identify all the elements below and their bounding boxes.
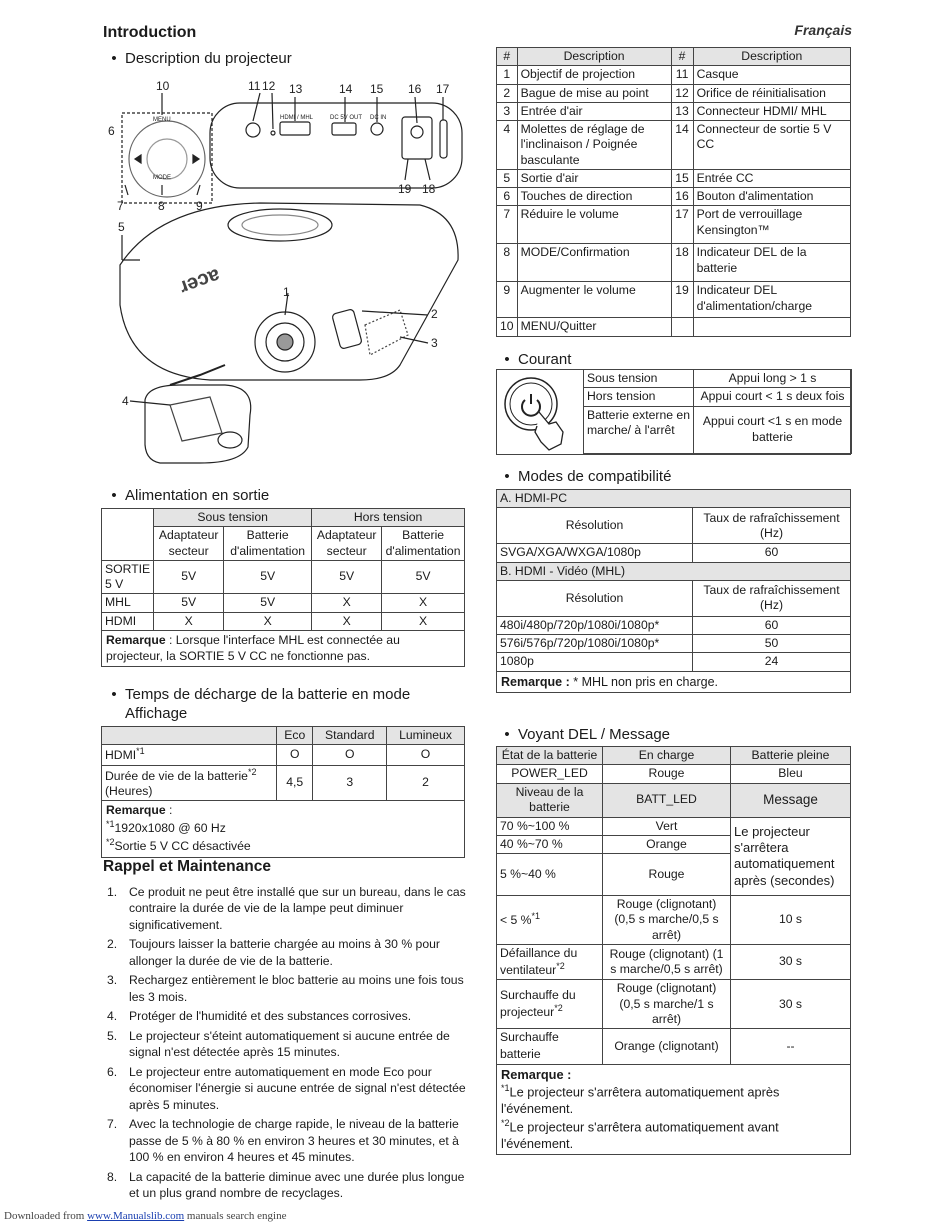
courant-box: [496, 369, 851, 455]
callout-8: 8: [158, 199, 165, 213]
table-row: MHL 5V 5V X X: [102, 594, 465, 612]
led-remark: Remarque : $^{*1}$Le projecteur s'arrêtera automatiquement après l'événement. $^{*2}$Le projecteur s'arrêtera automatiquement avant l'événement.: [496, 1065, 851, 1156]
col-desc: Description: [517, 48, 671, 66]
table-row: 70 %~100 % Vert Le projecteur s'arrêtera automatiquement après (secondes): [497, 817, 851, 835]
table-row: HDMI$^{*1}$ O O O: [102, 745, 465, 765]
compat-remark: Remarque : * MHL non pris en charge.: [496, 672, 851, 693]
description-table: [496, 47, 851, 337]
acer-logo: acer: [176, 263, 223, 299]
table-row: SVGA/XGA/WXGA/1080p 60: [497, 544, 851, 562]
section-b-label: B. HDMI - Vidéo (MHL): [497, 562, 851, 580]
callout-1: 1: [283, 285, 290, 299]
left-arrow-icon: [135, 155, 141, 163]
section-a-label: A. HDMI-PC: [497, 490, 851, 508]
table-row: 5 %~40 % Rouge: [497, 854, 851, 896]
callout-7: 7: [117, 199, 124, 213]
callout-14: 14: [339, 82, 353, 96]
page-title: Introduction: [103, 24, 197, 41]
table-row: Surchauffe du projecteur$^{*2}$ Rouge (clignotant) (0,5 s marche/1 s arrêt) 30 s: [497, 980, 851, 1029]
col-num: #: [497, 48, 518, 66]
hdmi-port-label: HDMI / MHL: [280, 115, 313, 121]
table-row: Surchauffe batterie Orange (clignotant) --: [497, 1029, 851, 1065]
list-item: 5. Le projecteur s'éteint automatiquement si aucune entrée de signal n'est détectée après 15 minutes.: [107, 1028, 450, 1060]
table-row: Hors tension Appui court < 1 s deux fois: [584, 388, 852, 406]
callout-3: 3: [431, 336, 438, 350]
list-item: 2. Toujours laisser la batterie chargée au moins à 30 % pour allonger la durée de vie de la batterie.: [107, 937, 440, 968]
alim-table: Sous tension Hors tension Adaptateur secteur Batterie d'alimentation Adaptateur secteur Batterie d'alimentation SORTIE 5 V 5V 5V 5V 5V MHL 5V 5V X X HDMI X X X X Remarque : Lorsque l'interface MHL est connectée au projecteur, la SORTIE 5 V CC ne fonctionne pas.: [101, 508, 465, 667]
menu-button-label: MENU: [153, 117, 171, 123]
table-row: 5 Sortie d'air 15 Entrée CC: [497, 169, 851, 187]
language-label: Français: [794, 22, 852, 38]
table-row: 2 Bague de mise au point 12 Orifice de réinitialisation: [497, 84, 851, 102]
headphone-port: [246, 123, 260, 137]
table-row: 576i/576p/720p/1080i/1080p* 50: [497, 635, 851, 653]
usb-port: [332, 123, 356, 135]
group-header-on: Sous tension: [154, 509, 312, 527]
led-table: État de la batterie En charge Batterie pleine POWER_LED Rouge Bleu Niveau de la batterie BATT_LED Message 70 %~100 % Vert Le projecteur s'arrêtera automatiquement après (secondes) 40 %~70 % Orange 5 %~40 % Rouge < 5 %$^{*1}$ Rouge (clignotant) (0,5 s marche/0,5 s arrêt) 10 s Défaillance du ventilateur$^{*2}$ Rouge (clignotant) (1 s marche/0,5 s arrêt) 30 s Surchauffe du projecteur$^{*2}$ Rouge (clignotant) (0,5 s marche/1 s arrêt) 30 s Surchauffe batterie Orange (clignotant) -- Remarque : $^{*1}$Le projecteur s'arrêtera automatiquement après l'événement. $^{*2}$Le projecteur s'arrêtera automatiquement avant l'événement.: [496, 746, 851, 1155]
power-button: [411, 126, 423, 138]
table-row: 9 Augmenter le volume 19 Indicateur DEL d'alimentation/charge: [497, 282, 851, 318]
list-item: 4. Protéger de l'humidité et des substances corrosives.: [107, 1009, 412, 1024]
alim-heading: • Alimentation en sortie: [111, 487, 270, 504]
table-row: 40 %~70 % Orange: [497, 835, 851, 853]
table-row: Sous tension Appui long > 1 s: [584, 370, 852, 388]
hdmi-port: [280, 122, 310, 135]
group-header-off: Hors tension: [312, 509, 465, 527]
dc-in-port: [371, 123, 383, 135]
decharge-table: Eco Standard Lumineux HDMI$^{*1}$ O O O Durée de vie de la batterie$^{*2}$ (Heures) 4,5 3 2 Remarque : $^{*1}$1920x1080 @ 60 Hz $^{*2}$Sortie 5 V CC désactivée: [101, 726, 465, 858]
maintenance-list: [103, 884, 468, 1204]
mode-button-label: MODE: [153, 175, 171, 181]
callout-19: 19: [398, 182, 412, 196]
maintenance-heading: Rappel et Maintenance: [103, 858, 271, 875]
courant-heading: • Courant: [504, 351, 572, 368]
table-row: Durée de vie de la batterie$^{*2}$ (Heures) 4,5 3 2: [102, 765, 465, 801]
manualslib-link[interactable]: www.Manualslib.com: [87, 1210, 185, 1222]
callout-16: 16: [408, 82, 422, 96]
col-num-2: #: [671, 48, 693, 66]
dc-in-label: DC IN: [370, 115, 387, 121]
table-row: Défaillance du ventilateur$^{*2}$ Rouge (clignotant) (1 s marche/0,5 s arrêt) 30 s: [497, 944, 851, 980]
callout-2: 2: [431, 307, 438, 321]
table-row: 7 Réduire le volume 17 Port de verrouillage Kensington™: [497, 206, 851, 244]
tilt-detail-frame: [145, 385, 251, 463]
auto-off-message: Le projecteur s'arrêtera automatiquement après (secondes): [731, 817, 851, 896]
table-row: 6 Touches de direction 16 Bouton d'alimentation: [497, 188, 851, 206]
decharge-heading: • Temps de décharge de la batterie en mode Affichage: [111, 686, 411, 722]
table-row: 8 MODE/Confirmation 18 Indicateur DEL de la batterie: [497, 244, 851, 282]
air-intake: [365, 310, 408, 355]
alim-remark: Remarque : Lorsque l'interface MHL est connectée au projecteur, la SORTIE 5 V CC ne fonctionne pas.: [101, 631, 465, 668]
callout-5: 5: [118, 220, 125, 234]
table-row: SORTIE 5 V 5V 5V 5V 5V: [102, 560, 465, 594]
description-heading: • Description du projecteur: [111, 50, 292, 67]
table-row: HDMI X X X X: [102, 612, 465, 630]
callout-15: 15: [370, 82, 384, 96]
callout-18: 18: [422, 182, 436, 196]
table-row: 480i/480p/720p/1080i/1080p* 60: [497, 616, 851, 634]
col-desc-2: Description: [693, 48, 850, 66]
table-row: 3 Entrée d'air 13 Connecteur HDMI/ MHL: [497, 102, 851, 120]
compat-heading: • Modes de compatibilité: [504, 468, 672, 485]
table-row: Batterie externe en marche/ à l'arrêt Appui court <1 s en mode batterie: [584, 406, 852, 453]
list-item: 6. Le projecteur entre automatiquement en mode Eco pour économiser l'énergie si aucune entrée de signal n'est détectée après 5 minutes.: [107, 1064, 466, 1112]
table-row: 1080p 24: [497, 653, 851, 671]
callout-9: 9: [196, 199, 203, 213]
callout-13: 13: [289, 82, 303, 96]
table-row: 4 Molettes de réglage de l'inclinaison / Poignée basculante 14 Connecteur de sortie 5 V CC: [497, 121, 851, 170]
table-row: 10 MENU/Quitter: [497, 318, 851, 336]
focus-ring: [332, 309, 363, 349]
callout-6: 6: [108, 124, 115, 138]
list-item: 1. Ce produit ne peut être installé que sur un bureau, dans le cas contraire la durée de vie de la lampe peut diminuer significativement.: [107, 885, 466, 932]
callout-12: 12: [262, 79, 276, 93]
power-press-icon: [501, 372, 579, 452]
right-arrow-icon: [193, 155, 199, 163]
callout-4: 4: [122, 394, 129, 408]
usb-port-label: DC 5V OUT: [330, 115, 363, 121]
footer: Downloaded from www.Manualslib.com manuals search engine: [4, 1210, 287, 1222]
callout-17: 17: [436, 82, 450, 96]
decharge-remark: Remarque : $^{*1}$1920x1080 @ 60 Hz $^{*2}$Sortie 5 V CC désactivée: [101, 801, 465, 858]
top-control-ring: [228, 209, 332, 241]
compat-table: A. HDMI-PC Résolution Taux de rafraîchissement (Hz) SVGA/XGA/WXGA/1080p 60 B. HDMI - Vidéo (MHL) Résolution Taux de rafraîchissement (Hz) 480i/480p/720p/1080i/1080p* 60 576i/576p/720p/1080i/1080p* 50 1080p 24 Remarque : * MHL non pris en charge.: [496, 489, 851, 693]
list-item: 3. Rechargez entièrement le bloc batterie au moins une fois tous les 3 mois.: [107, 973, 464, 1004]
table-row: < 5 %$^{*1}$ Rouge (clignotant) (0,5 s marche/0,5 s arrêt) 10 s: [497, 896, 851, 945]
led-heading: • Voyant DEL / Message: [504, 726, 671, 743]
callout-11: 11: [248, 79, 261, 93]
callout-10: 10: [156, 79, 170, 93]
list-item: 8. La capacité de la batterie diminue avec une durée plus longue et un plus grand nombre de recyclages.: [107, 1169, 465, 1200]
table-row: 1 Objectif de projection 11 Casque: [497, 66, 851, 84]
projector-figure: [100, 75, 470, 470]
list-item: 7. Avec la technologie de charge rapide, le niveau de la batterie passe de 5 % à 80 % en environ 3 heures et 30 minutes, et à 100 % en environ 4 heures et 45 minutes.: [107, 1117, 459, 1165]
